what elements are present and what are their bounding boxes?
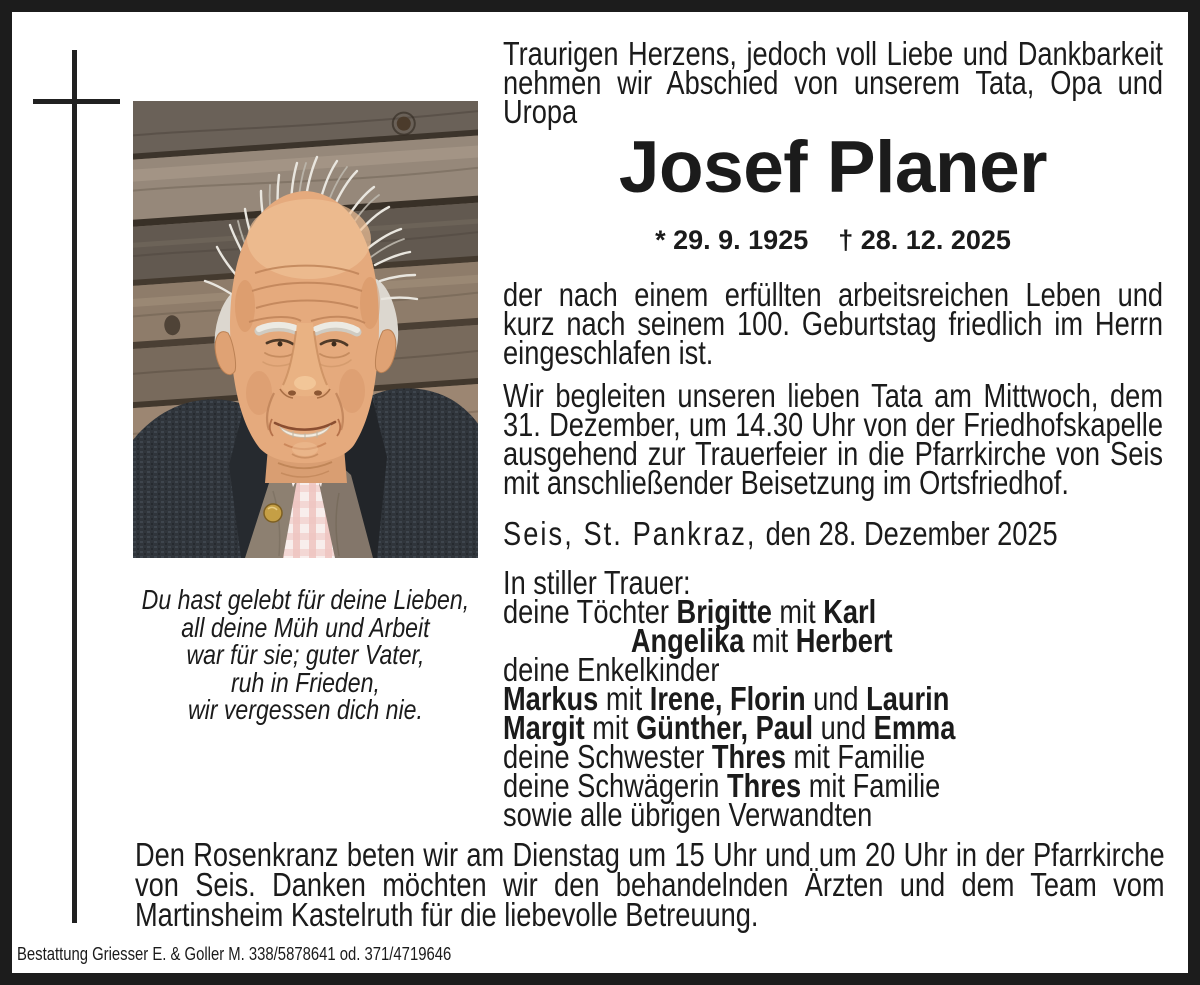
- text-line: nehmen wir Abschied von unserem Tata, Opa und: [503, 64, 1163, 101]
- portrait-photo: [133, 101, 478, 558]
- verse-line: Du hast gelebt für deine Lieben,: [141, 584, 470, 615]
- text-line: Uropa: [503, 93, 578, 130]
- memorial-verse: [133, 586, 478, 724]
- text-line: Den Rosenkranz beten wir am Dienstag um 15 Uhr und um 20 Uhr in der Pfarrkirche: [135, 836, 1165, 873]
- funeral-paragraph: [503, 377, 1163, 501]
- cross-vertical-bar: [72, 50, 77, 923]
- text-line: kurz nach seinem 100. Geburtstag friedlich im Herrn: [503, 305, 1163, 342]
- text-line: von Seis. Danken möchten wir den behandelnden Ärzten und dem Team vom: [135, 866, 1165, 903]
- mourner-line: deine Schwägerin Thres mit Familie: [503, 767, 941, 804]
- verse-line: ruh in Frieden,: [230, 666, 380, 698]
- place-dateline: [503, 515, 1163, 552]
- mourner-line: deine Schwester Thres mit Familie: [503, 738, 926, 775]
- place-name: Seis, St. Pankraz,: [503, 515, 757, 552]
- text-line: mit anschließender Beisetzung im Ortsfriedhof.: [503, 464, 1069, 501]
- date-text: den 28. Dezember 2025: [765, 515, 1058, 552]
- verse-line: wir vergessen dich nie.: [187, 694, 423, 725]
- mourner-line: Margit mit Günther, Paul und Emma: [503, 709, 956, 746]
- verse-line: war für sie; guter Vater,: [186, 639, 425, 670]
- mourner-line: sowie alle übrigen Verwandten: [503, 796, 873, 833]
- funeral-home-footer: Bestattung Griesser E. & Goller M. 338/5878641 od. 371/4719646: [17, 944, 452, 964]
- text-line: der nach einem erfüllten arbeitsreichen Leben und: [503, 276, 1163, 313]
- birth-date: * 29. 9. 1925: [655, 225, 809, 255]
- text-line: eingeschlafen ist.: [503, 334, 714, 371]
- mourners-section: [503, 564, 1163, 833]
- mourner-line: Angelika mit Herbert: [630, 622, 893, 659]
- cross-horizontal-bar: [33, 99, 120, 104]
- intro-paragraph: [503, 35, 1163, 130]
- text-line: 31. Dezember, um 14.30 Uhr von der Friedhofskapelle: [503, 406, 1163, 443]
- mourning-intro: In stiller Trauer:: [503, 564, 691, 601]
- verse-line: all deine Müh und Arbeit: [181, 611, 430, 643]
- text-line: Traurigen Herzens, jedoch voll Liebe und Dankbarkeit: [503, 35, 1163, 72]
- death-date: † 28. 12. 2025: [838, 225, 1011, 255]
- text-line: Martinsheim Kastelruth für die liebevolle Betreuung.: [135, 896, 759, 933]
- deceased-name: Josef Planer: [618, 127, 1048, 208]
- rosary-paragraph: [135, 836, 1165, 933]
- text-line: Wir begleiten unseren lieben Tata am Mittwoch, dem: [503, 377, 1163, 414]
- mourner-line: deine Töchter Brigitte mit Karl: [503, 593, 877, 630]
- mourner-line: deine Enkelkinder: [503, 651, 720, 688]
- life-paragraph: [503, 276, 1163, 371]
- mourner-line: Markus mit Irene, Florin und Laurin: [503, 680, 950, 717]
- life-dates: [503, 226, 1163, 254]
- text-line: ausgehend zur Trauerfeier in die Pfarrkirche von Seis: [503, 435, 1163, 472]
